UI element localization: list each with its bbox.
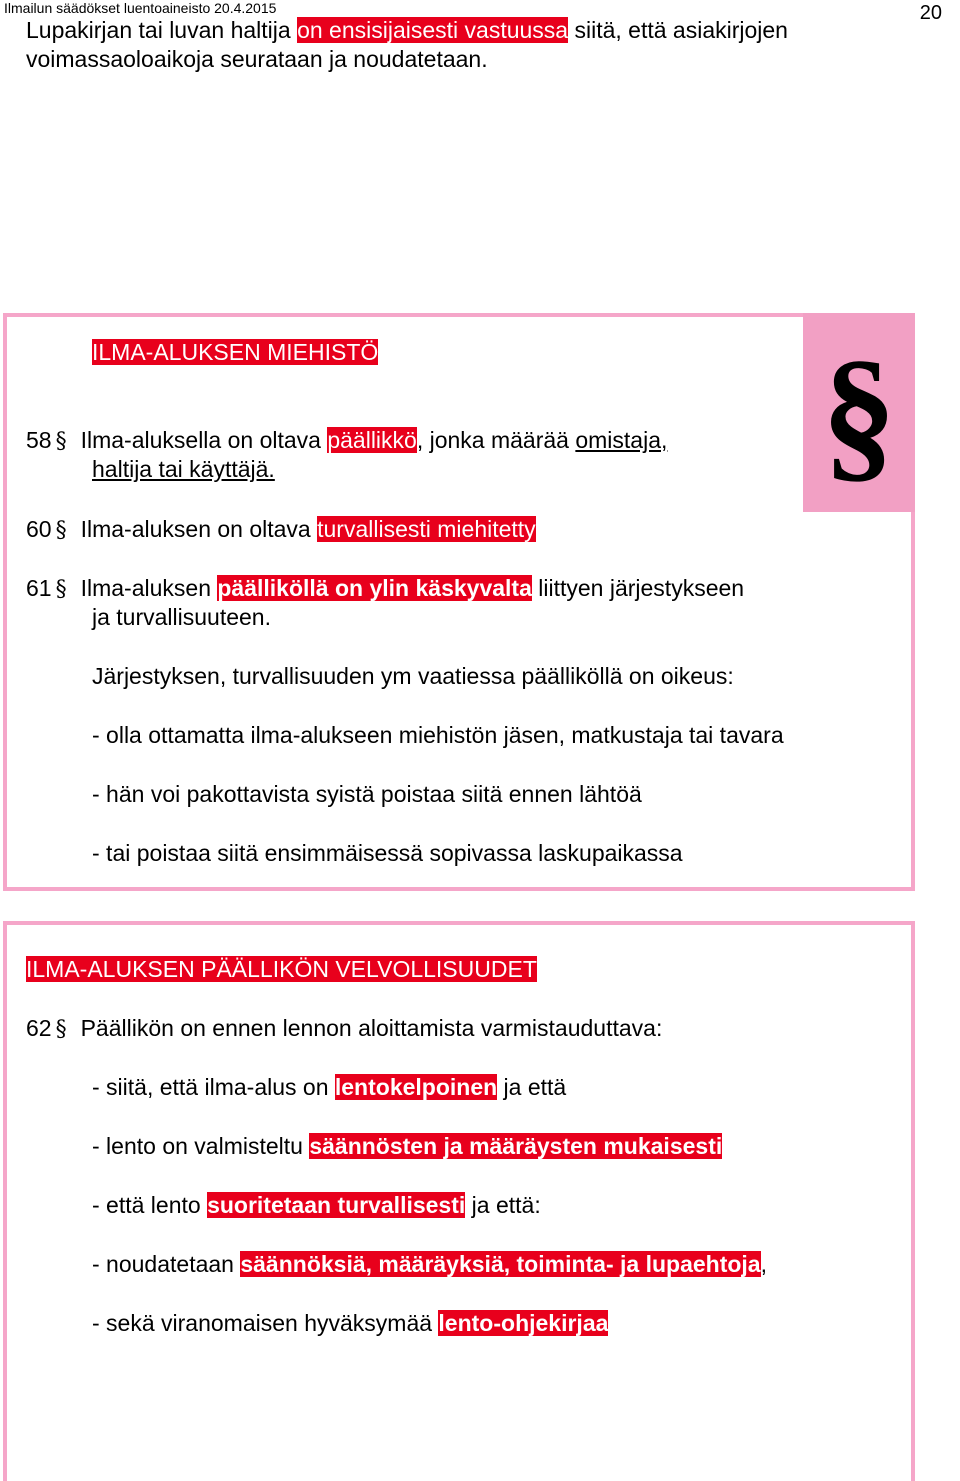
intro-paragraph (26, 16, 906, 74)
section-sign-icon: § (55, 577, 67, 602)
intro-pre: Lupakirjan tai luvan haltija (26, 17, 298, 43)
duties-heading-text: ILMA-ALUKSEN PÄÄLLIKÖN VELVOLLISUUDET (26, 956, 537, 982)
paragraph-58-line2 (92, 455, 275, 484)
duty-item-1 (92, 1073, 566, 1102)
paragraph-number: 61 (26, 575, 52, 601)
paragraph-text: Ilma-aluksen on oltava (80, 516, 318, 542)
intro-highlight: on ensisijaisesti vastuussa (297, 17, 569, 43)
duty-highlight: suoritetaan turvallisesti (207, 1192, 466, 1218)
paragraph-61 (26, 574, 744, 604)
duty-text: , (760, 1251, 767, 1277)
duty-item-4 (92, 1250, 767, 1279)
highlight-command: päälliköllä on ylin käskyvalta (217, 575, 532, 601)
underlined-holder: haltija tai käyttäjä. (92, 456, 275, 482)
paragraph-text: Ilma-aluksella on oltava (80, 427, 328, 453)
duties-heading (26, 955, 537, 984)
section-sign-icon: § (55, 429, 67, 454)
paragraph-text: liittyen järjestykseen (531, 575, 745, 601)
duty-text: - lento on valmisteltu (92, 1133, 310, 1159)
intro-post: siitä, että asiakirjojen voimassaoloaikoja seurataan ja noudatetaan. (26, 17, 788, 72)
rights-intro: Järjestyksen, turvallisuuden ym vaatiessa päälliköllä on oikeus: (92, 663, 734, 689)
rights-item-1: - olla ottamatta ilma-alukseen miehistön jäsen, matkustaja tai tavara (92, 722, 784, 748)
duty-text: - siitä, että ilma-alus on (92, 1074, 335, 1100)
paragraph-58 (26, 426, 667, 456)
paragraph-61-line2: ja turvallisuuteen. (92, 604, 271, 630)
paragraph-text: Päällikön on ennen lennon aloittamista varmistauduttava: (80, 1015, 663, 1041)
duty-text: - sekä viranomaisen hyväksymää (92, 1310, 439, 1336)
duty-item-2 (92, 1132, 722, 1161)
underlined-owner: omistaja, (575, 427, 668, 453)
crew-heading-text: ILMA-ALUKSEN MIEHISTÖ (92, 339, 379, 365)
duty-text: - että lento (92, 1192, 208, 1218)
duty-highlight: lento-ohjekirjaa (438, 1310, 609, 1336)
section-sign-icon: § (55, 1017, 67, 1042)
section-sign-icon: § (55, 518, 67, 543)
paragraph-number: 58 (26, 427, 52, 453)
duty-highlight: säännösten ja määräysten mukaisesti (309, 1133, 723, 1159)
section-symbol-icon: § (803, 313, 915, 512)
paragraph-text: , jonka määrää (416, 427, 576, 453)
rights-item-3: - tai poistaa siitä ensimmäisessä sopivassa laskupaikassa (92, 840, 683, 866)
paragraph-number: 60 (26, 516, 52, 542)
paragraph-text: Ilma-aluksen (80, 575, 218, 601)
crew-heading (92, 338, 378, 367)
page-number: 20 (919, 2, 942, 24)
document-header: Ilmailun säädökset luentoaineisto 20.4.2015 (4, 0, 277, 16)
duty-item-5 (92, 1309, 608, 1338)
highlight-crewed: turvallisesti miehitetty (317, 516, 536, 542)
paragraph-62 (26, 1014, 662, 1044)
duty-text: ja että (497, 1074, 567, 1100)
paragraph-number: 62 (26, 1015, 52, 1041)
duty-text: - noudatetaan (92, 1251, 241, 1277)
highlight-captain: päällikkö (327, 427, 417, 453)
rights-item-2: - hän voi pakottavista syistä poistaa siitä ennen lähtöä (92, 781, 642, 807)
duty-highlight: lentokelpoinen (334, 1074, 498, 1100)
duty-highlight: säännöksiä, määräyksiä, toiminta- ja lupaehtoja (240, 1251, 761, 1277)
duty-item-3 (92, 1191, 541, 1220)
duty-text: ja että: (465, 1192, 541, 1218)
paragraph-60 (26, 515, 536, 545)
